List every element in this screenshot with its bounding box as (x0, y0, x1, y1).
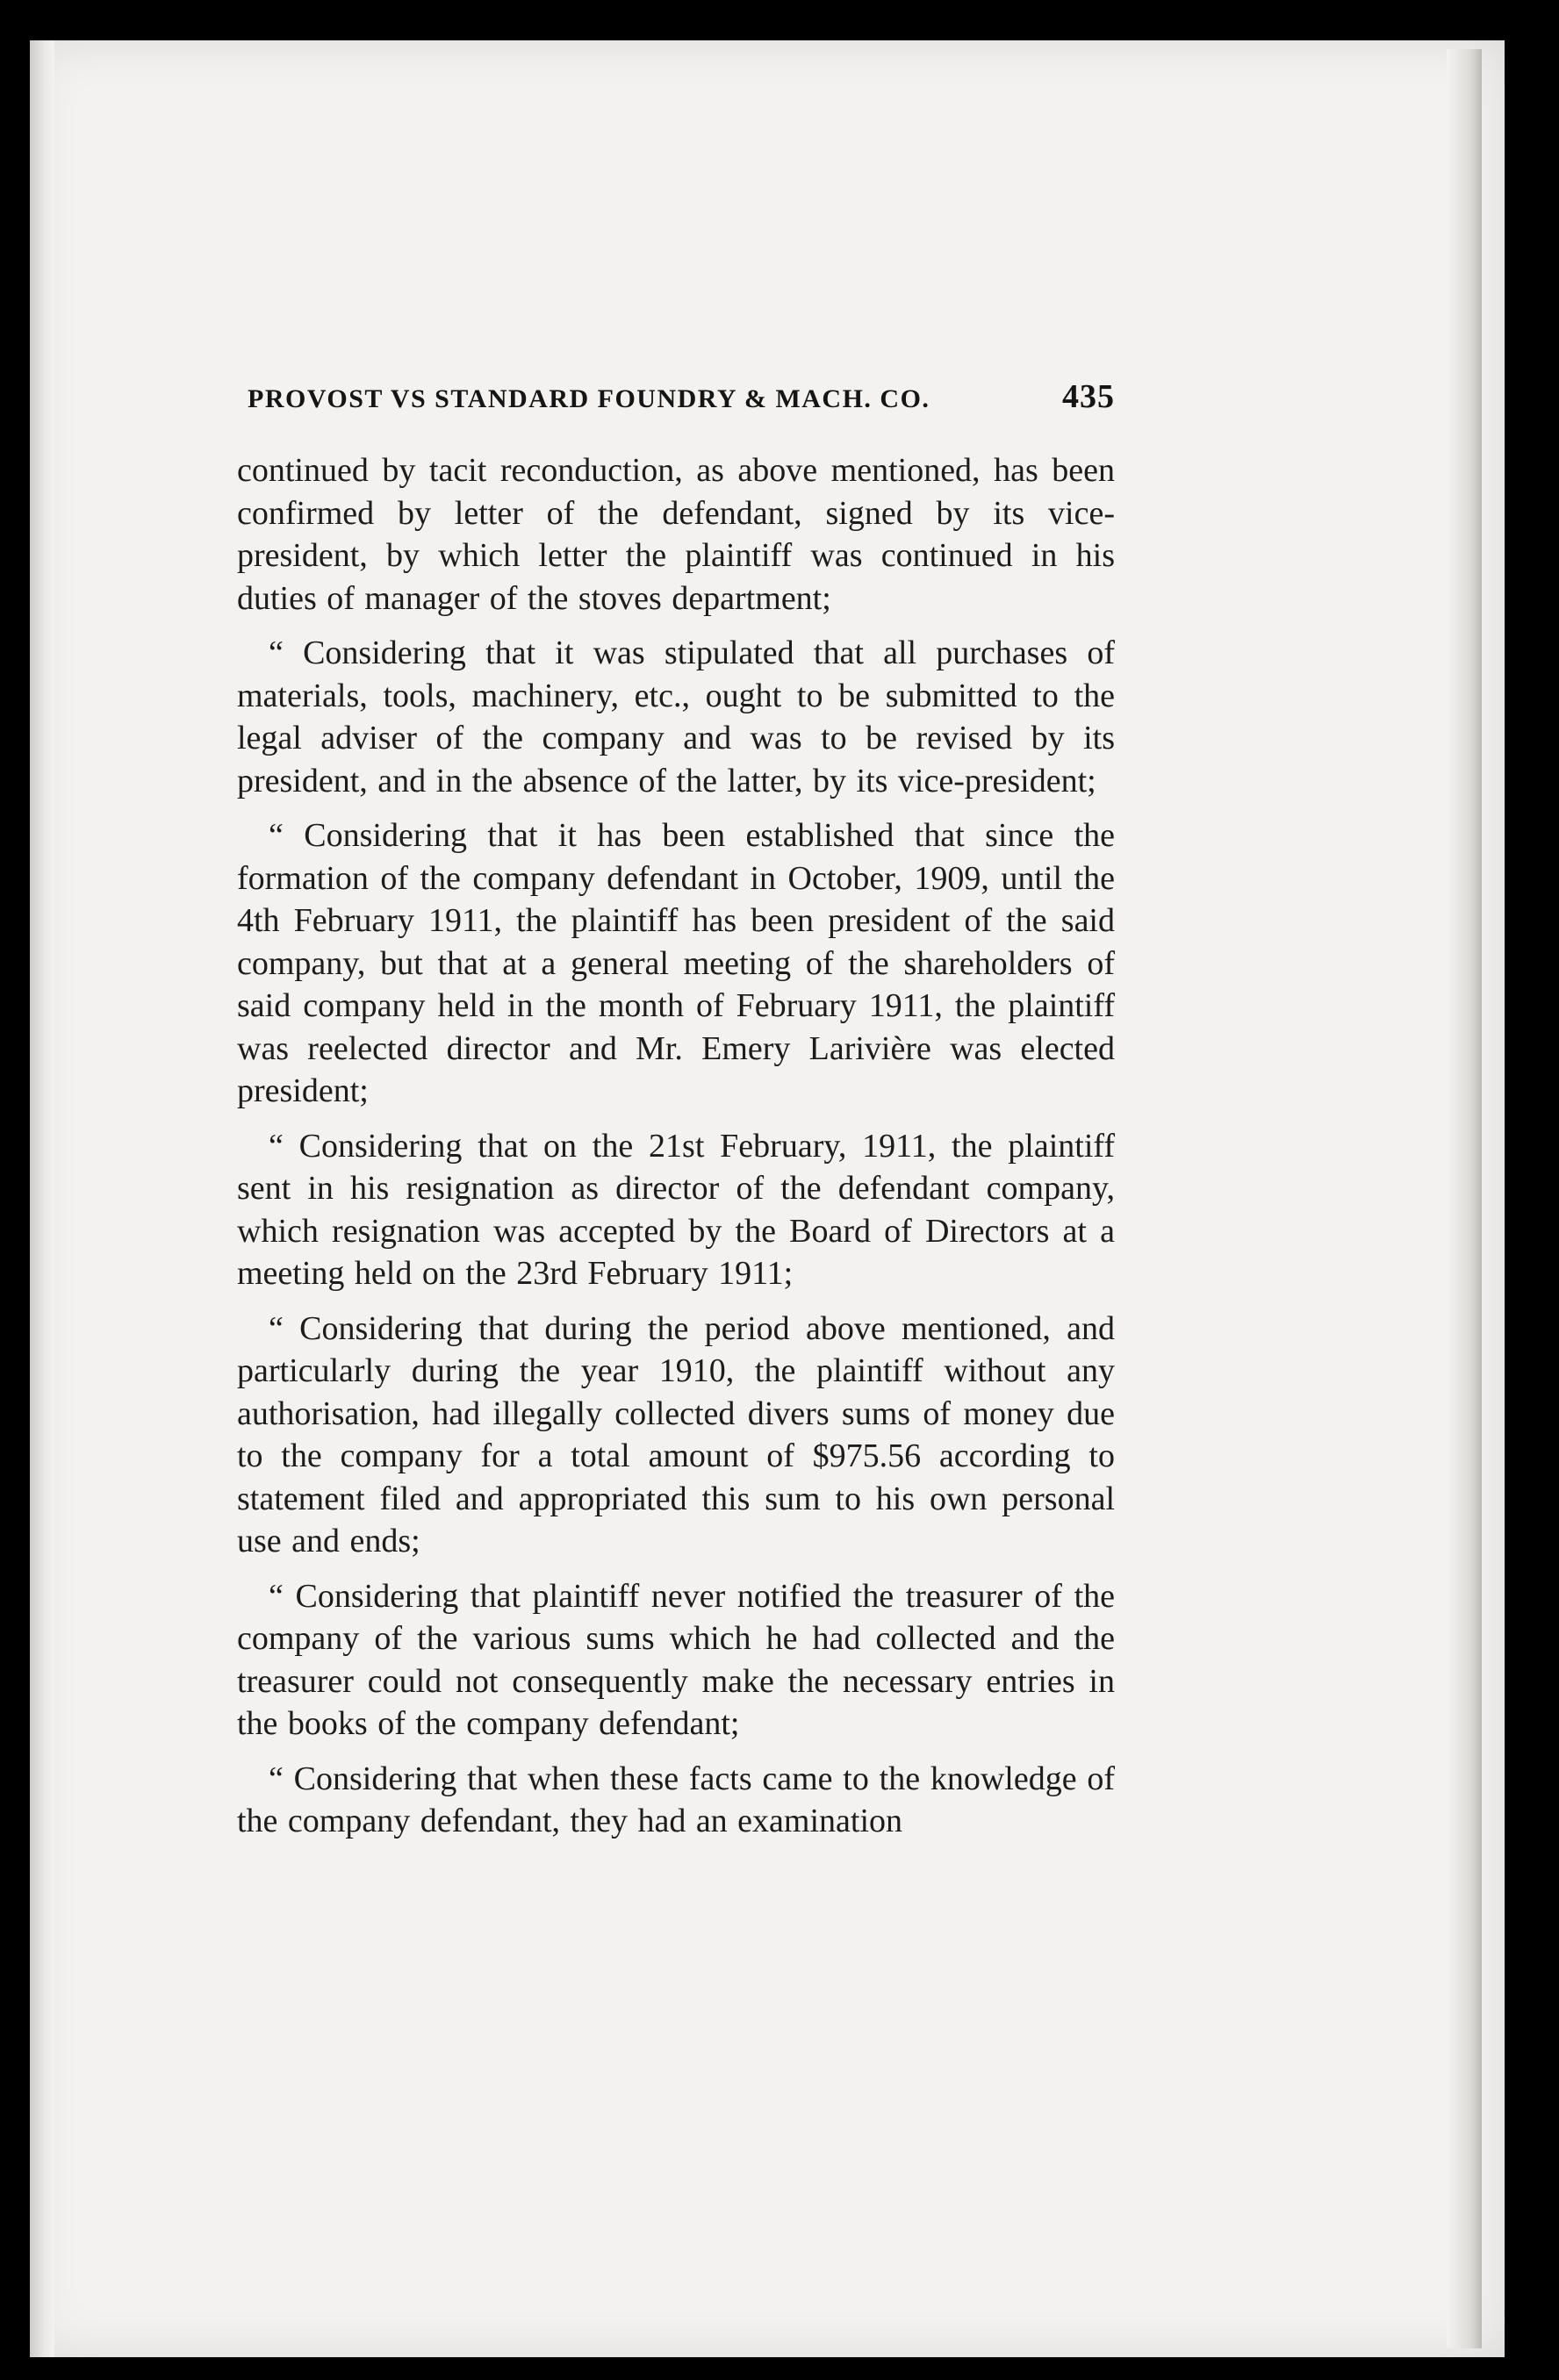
page-content (237, 377, 1115, 1855)
paragraph-considering-treasurer: “ Considering that plaintiff never notified the treasurer of the company of the various sums which he had collected and the treasurer could not consequently make the necessary entries in the books of the company defendant; (237, 1577, 1115, 1742)
page-number: 435 (1062, 378, 1115, 415)
running-header-title: PROVOST VS STANDARD FOUNDRY & MACH. CO. (248, 384, 930, 413)
paragraph-considering-resignation: “ Considering that on the 21st February, 1911, the plaintiff sent in his resignation as director of the defendant company, which resignation was accepted by the Board of Directors at a meeting held on the 23rd February 1911; (237, 1127, 1115, 1292)
running-header (237, 377, 1115, 416)
paragraph-considering-presidency: “ Considering that it has been established that since the formation of the company defendant in October, 1909, until the 4th February 1911, the plaintiff has been president of the said company, but that at a general meeting of the shareholders of said company held in the month of February 1911, the plaintiff was reelected director and Mr. Emery Larivière was elected president; (237, 817, 1115, 1109)
page-gutter-shadow (30, 40, 54, 2357)
paragraph-continuation: continued by tacit reconduction, as above mentioned, has been confirmed by letter of the defendant, signed by its vice-president, by which letter the plaintiff was continued in his duties of manager of the stoves department; (237, 452, 1115, 617)
paragraph-considering-purchases: “ Considering that it was stipulated that all purchases of materials, tools, machinery, etc., ought to be submitted to the legal adviser of the company and was to be revised by its president, and in the absence of the latter, by its vice-president; (237, 634, 1115, 799)
paragraph-considering-knowledge: “ Considering that when these facts came to the knowledge of the company defendant, they had an examination (237, 1760, 1115, 1839)
paragraph-considering-collection: “ Considering that during the period above mentioned, and particularly during the year 1910, the plaintiff without any authorisation, had illegally collected divers sums of money due to the company for a total amount of $975.56 according to statement filed and appropriated this sum to his own personal use and ends; (237, 1309, 1115, 1559)
page-fore-edge (1447, 49, 1482, 2348)
